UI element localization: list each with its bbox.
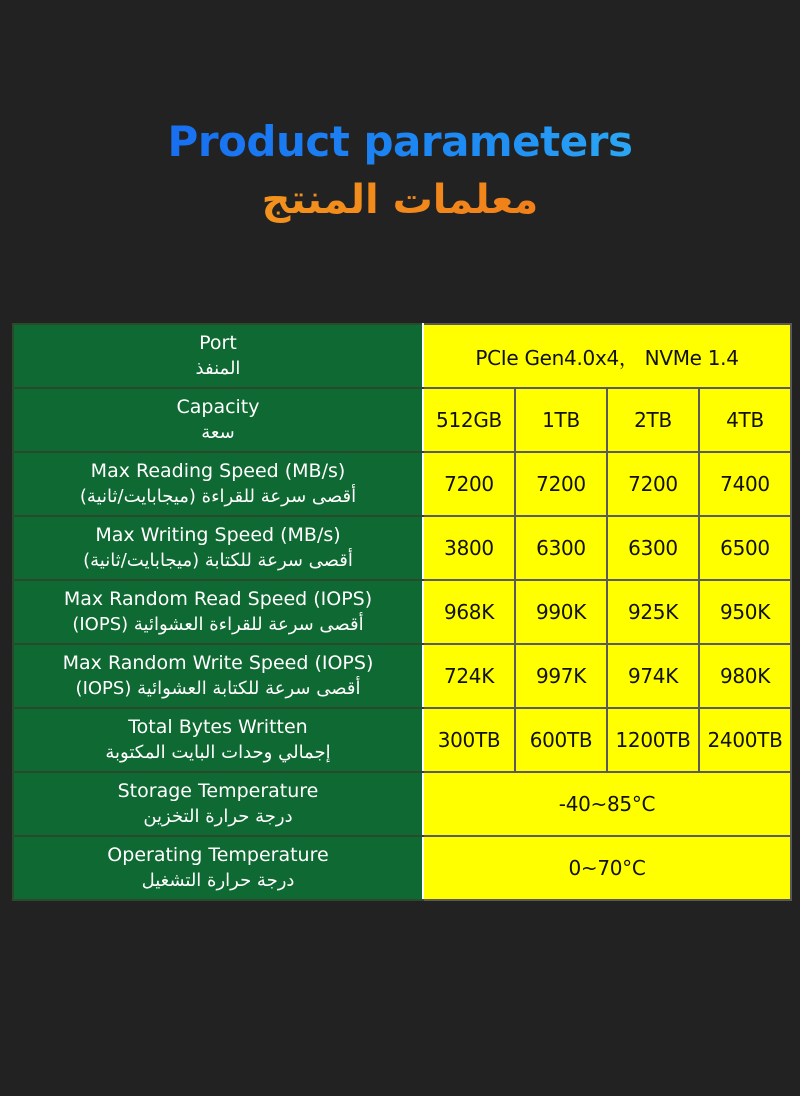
label-english: Total Bytes Written <box>128 716 308 738</box>
label-cell <box>13 772 423 836</box>
table-row-max-writing-speed <box>13 516 791 580</box>
cell-value: 7200 <box>536 472 586 496</box>
value-cell <box>515 516 607 580</box>
label-arabic: أقصى سرعة للكتابة العشوائية (IOPS) <box>75 678 361 699</box>
table-row-total-bytes-written <box>13 708 791 772</box>
label-cell <box>13 516 423 580</box>
value-cell <box>515 388 607 452</box>
label-arabic: أقصى سرعة للقراءة (ميجابايت/ثانية) <box>79 486 357 507</box>
value-cell <box>423 644 515 708</box>
value-cell <box>423 580 515 644</box>
value-cell <box>515 452 607 516</box>
label-english: Operating Temperature <box>107 844 329 866</box>
value-cell <box>699 708 791 772</box>
label-english: Max Random Write Speed (IOPS) <box>62 652 374 674</box>
label-english: Max Writing Speed (MB/s) <box>95 524 341 546</box>
table-row-max-reading-speed <box>13 452 791 516</box>
label-english: Max Random Read Speed (IOPS) <box>63 588 373 610</box>
value-cell <box>423 708 515 772</box>
label-english: Port <box>199 332 237 354</box>
table-row-storage-temperature <box>13 772 791 836</box>
table-row-max-random-read-speed <box>13 580 791 644</box>
port-value: PCIe Gen4.0x4， NVMe 1.4 <box>475 345 739 370</box>
value-cell <box>607 580 699 644</box>
label-cell <box>13 836 423 900</box>
cell-value: 7400 <box>720 472 770 496</box>
label-cell <box>13 324 423 388</box>
label-arabic: درجة حرارة التخزين <box>143 806 293 827</box>
cell-value: 6500 <box>720 536 770 560</box>
label-english: Capacity <box>176 396 260 418</box>
label-cell <box>13 708 423 772</box>
label-english: Storage Temperature <box>117 780 319 802</box>
cell-value: 925K <box>627 600 679 624</box>
cell-value: 512GB <box>436 408 502 432</box>
value-cell <box>515 580 607 644</box>
value-cell <box>423 772 791 836</box>
label-arabic: المنفذ <box>195 358 241 379</box>
parameters-table <box>12 323 792 901</box>
value-cell <box>423 388 515 452</box>
cell-value: 4TB <box>726 408 764 432</box>
value-cell <box>423 516 515 580</box>
product-parameters-title-arabic: معلمات المنتج <box>0 170 800 230</box>
value-cell <box>699 516 791 580</box>
value-cell <box>607 644 699 708</box>
cell-value: 990K <box>535 600 587 624</box>
value-cell <box>699 388 791 452</box>
cell-value: 997K <box>535 664 587 688</box>
cell-value: 7200 <box>628 472 678 496</box>
cell-value: 2400TB <box>707 728 783 752</box>
cell-value: 968K <box>443 600 495 624</box>
operating-temperature-value: 0~70°C <box>568 856 646 880</box>
value-cell <box>607 452 699 516</box>
label-cell <box>13 644 423 708</box>
table-row-max-random-write-speed <box>13 644 791 708</box>
label-cell <box>13 388 423 452</box>
label-arabic: أقصى سرعة للكتابة (ميجابايت/ثانية) <box>83 550 353 571</box>
storage-temperature-value: -40~85°C <box>558 792 656 816</box>
value-cell <box>515 644 607 708</box>
label-arabic: إجمالي وحدات البايت المكتوبة <box>105 742 331 763</box>
label-cell <box>13 580 423 644</box>
cell-value: 950K <box>719 600 771 624</box>
cell-value: 3800 <box>444 536 494 560</box>
table-row-operating-temperature <box>13 836 791 900</box>
label-arabic: أقصى سرعة للقراءة العشوائية (IOPS) <box>72 614 364 635</box>
value-cell <box>607 708 699 772</box>
label-arabic: سعة <box>201 422 235 443</box>
value-cell <box>423 452 515 516</box>
label-arabic: درجة حرارة التشغيل <box>141 870 295 891</box>
table-row-capacity <box>13 388 791 452</box>
value-cell <box>423 836 791 900</box>
table-row-port <box>13 324 791 388</box>
cell-value: 2TB <box>634 408 672 432</box>
label-cell <box>13 452 423 516</box>
value-cell <box>699 452 791 516</box>
cell-value: 1200TB <box>615 728 691 752</box>
value-cell <box>607 388 699 452</box>
cell-value: 1TB <box>542 408 580 432</box>
value-cell <box>699 644 791 708</box>
product-parameters-title: Product parameters <box>0 112 800 172</box>
label-english: Max Reading Speed (MB/s) <box>90 460 346 482</box>
cell-value: 7200 <box>444 472 494 496</box>
cell-value: 724K <box>443 664 495 688</box>
value-cell <box>699 580 791 644</box>
cell-value: 974K <box>627 664 679 688</box>
value-cell <box>607 516 699 580</box>
cell-value: 6300 <box>628 536 678 560</box>
value-cell <box>423 324 791 388</box>
value-cell <box>515 708 607 772</box>
cell-value: 980K <box>719 664 771 688</box>
cell-value: 300TB <box>437 728 501 752</box>
cell-value: 600TB <box>529 728 593 752</box>
cell-value: 6300 <box>536 536 586 560</box>
